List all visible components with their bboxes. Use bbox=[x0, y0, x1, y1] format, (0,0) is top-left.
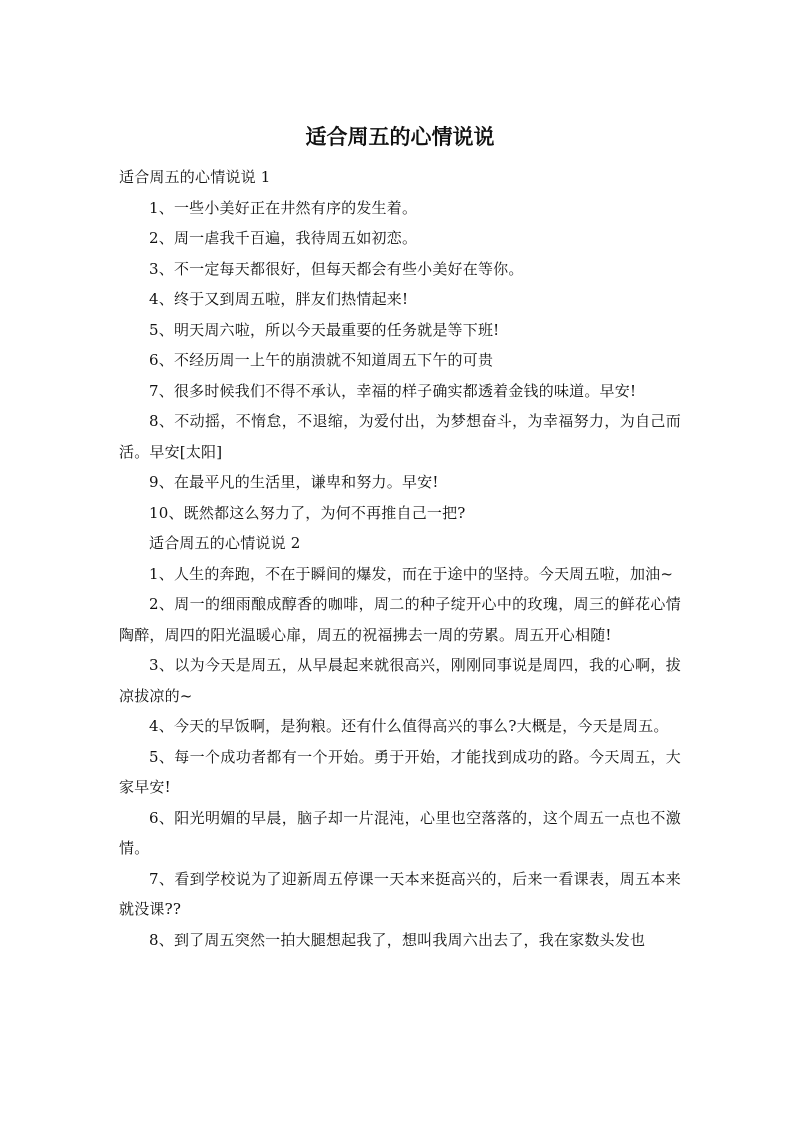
section-heading: 适合周五的心情说说 2 bbox=[149, 534, 301, 552]
list-item: 10、既然都这么努力了，为何不再推自己一把? bbox=[149, 503, 466, 522]
list-item: 5、明天周六啦，所以今天最重要的任务就是等下班! bbox=[149, 320, 500, 339]
list-item: 2、周一的细雨酿成醇香的咖啡，周二的种子绽开心中的玫瑰，周三的鲜花心情陶醉，周四的阳光温暖心扉，周五的祝福拂去一周的劳累。周五开心相随! bbox=[119, 595, 681, 644]
list-item: 1、人生的奔跑，不在于瞬间的爆发，而在于途中的坚持。今天周五啦，加油~ bbox=[149, 564, 674, 583]
section-heading: 适合周五的心情说说 1 bbox=[119, 168, 271, 186]
list-item: 6、不经历周一上午的崩溃就不知道周五下午的可贵 bbox=[149, 351, 494, 369]
list-item: 9、在最平凡的生活里，谦卑和努力。早安! bbox=[149, 473, 439, 491]
list-item: 8、不动摇，不惰怠，不退缩，为爱付出，为梦想奋斗，为幸福努力，为自己而活。早安[太阳] bbox=[119, 412, 681, 461]
list-item: 5、每一个成功者都有一个开始。勇于开始，才能找到成功的路。今天周五，大家早安! bbox=[119, 747, 681, 796]
list-item: 3、不一定每天都很好，但每天都会有些小美好在等你。 bbox=[149, 259, 524, 278]
list-item: 8、到了周五突然一拍大腿想起我了，想叫我周六出去了，我在家数头发也 bbox=[149, 930, 646, 949]
list-item: 6、阳光明媚的早晨，脑子却一片混沌，心里也空落落的，这个周五一点也不激情。 bbox=[119, 808, 681, 857]
list-item: 4、今天的早饭啊，是狗粮。还有什么值得高兴的事么?大概是，今天是周五。 bbox=[149, 717, 669, 735]
list-item: 7、很多时候我们不得不承认，幸福的样子确实都透着金钱的味道。早安! bbox=[149, 381, 637, 400]
list-item: 3、以为今天是周五，从早晨起来就很高兴，刚刚同事说是周四，我的心啊，拔凉拔凉的~ bbox=[119, 656, 681, 705]
list-item: 1、一些小美好正在井然有序的发生着。 bbox=[149, 198, 418, 217]
list-item: 4、终于又到周五啦，胖友们热情起来! bbox=[149, 290, 409, 308]
document-title: 适合周五的心情说说 bbox=[305, 125, 495, 149]
list-item: 7、看到学校说为了迎新周五停课一天本来挺高兴的，后来一看课表，周五本来就没课?? bbox=[119, 869, 681, 918]
document-body bbox=[119, 162, 681, 955]
list-item: 2、周一虐我千百遍，我待周五如初恋。 bbox=[149, 229, 418, 247]
